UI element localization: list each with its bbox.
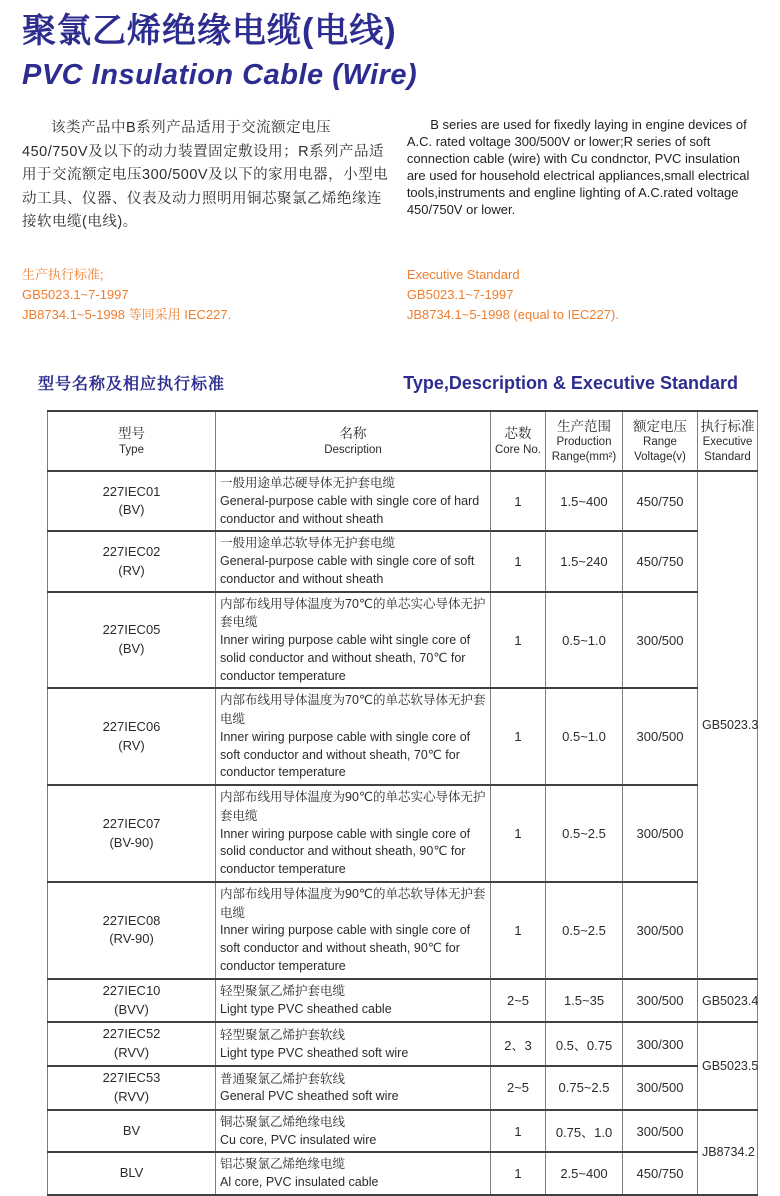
cell-type: BV [48,1110,216,1153]
intro-section [22,117,758,234]
intro-paragraph-en: B series are used for fixedly laying in engine devices of A.C. rated voltage 300/500V or lower;R series of soft connection cable (wire) with Cu condnctor, PVC insulation are used for household electrical appliances,small electrical tools,instruments and engline lighting of A.C.rated voltage 450/750V or lower. [406,117,750,217]
cell-rated-voltage: 300/500 [623,688,698,785]
spec-table [47,410,758,1196]
standards-note-zh-line1: 生产执行标准; [22,266,104,282]
standards-note-zh [22,265,393,325]
cell-description: 内部布线用导体温度为70℃的单芯软导体无护套电缆 Inner wiring purpose cable with single core of soft conductor and without sheath, 70℃ for conductor temperature [216,688,491,785]
cell-type: BLV [48,1152,216,1195]
cell-rated-voltage: 300/500 [623,979,698,1023]
section-heading-row [22,371,758,394]
intro-paragraph-zh: 该类产品中B系列产品适用于交流额定电压450/750V及以下的动力装置固定敷设用；R系列产品适用于交流额定电压300/500V及以下的家用电器，小型电动工具、仪器、仪表及动力照明用铜芯聚氯乙烯绝缘连接软电缆(电线)。 [22,120,389,231]
col-header-type: 型号 Type [48,411,216,471]
cell-executive-standard: GB5023.5 [698,1022,758,1109]
cell-core-no: 1 [491,785,546,882]
cell-type: 227IEC53 (RVV) [48,1066,216,1110]
standards-note-en-line3: JB8734.1~5-1998 (equal to IEC227). [406,306,619,322]
cell-executive-standard: JB8734.2 [698,1110,758,1195]
cell-type: 227IEC06 (RV) [48,688,216,785]
table-row-227iec05 [48,592,758,689]
cell-description: 内部布线用导体温度为70℃的单芯实心导体无护套电缆 Inner wiring purpose cable wiht single core of solid conductor and without sheath, 70℃ for conductor temperature [216,592,491,689]
cell-core-no: 1 [491,1152,546,1195]
cell-rated-voltage: 300/500 [623,592,698,689]
table-row-bv [48,1110,758,1153]
page-title-zh: 聚氯乙烯绝缘电缆(电线) [22,12,397,50]
standards-note-en-line1: Executive Standard [406,266,520,282]
standards-note-zh-line2: GB5023.1~7-1997 [22,286,129,302]
cell-rated-voltage: 450/750 [623,471,698,531]
standards-note-en [407,265,758,325]
cell-type: 227IEC05 (BV) [48,592,216,689]
cell-rated-voltage: 300/500 [623,1110,698,1153]
standards-note-section [22,265,758,325]
cell-type: 227IEC07 (BV-90) [48,785,216,882]
cell-rated-voltage: 450/750 [623,1152,698,1195]
cell-production-range: 0.5~2.5 [546,785,623,882]
table-row-227iec07 [48,785,758,882]
table-header-row [48,411,758,471]
cell-production-range: 0.5~1.0 [546,688,623,785]
cell-production-range: 2.5~400 [546,1152,623,1195]
cell-production-range: 1.5~240 [546,531,623,591]
cell-description: 普通聚氯乙烯护套软线 General PVC sheathed soft wire [216,1066,491,1110]
standards-note-zh-line3: JB8734.1~5-1998 等同采用 IEC227. [22,306,232,322]
cell-core-no: 1 [491,1110,546,1153]
col-header-description: 名称 Description [216,411,491,471]
cell-core-no: 2~5 [491,979,546,1023]
cell-core-no: 1 [491,471,546,531]
cell-production-range: 1.5~35 [546,979,623,1023]
cell-description: 一般用途单芯硬导体无护套电缆 General-purpose cable with single core of hard conductor and without sheath [216,471,491,531]
col-header-rated-voltage: 额定电压 Range Voltage(v) [623,411,698,471]
cell-production-range: 0.5、0.75 [546,1022,623,1066]
cell-type: 227IEC10 (BVV) [48,979,216,1023]
cell-description: 轻型聚氯乙烯护套软线 Light type PVC sheathed soft wire [216,1022,491,1066]
page-title-en: PVC Insulation Cable (Wire) [22,59,418,92]
cell-description: 内部布线用导体温度为90℃的单芯实心导体无护套电缆 Inner wiring purpose cable with single core of solid conductor and without sheath, 90℃ for conductor temperature [216,785,491,882]
cell-rated-voltage: 300/500 [623,785,698,882]
cell-description: 轻型聚氯乙烯护套电缆 Light type PVC sheathed cable [216,979,491,1023]
cell-core-no: 1 [491,531,546,591]
table-row-227iec02 [48,531,758,591]
cell-type: 227IEC01 (BV) [48,471,216,531]
cell-production-range: 0.5~1.0 [546,592,623,689]
section-heading-en: Type,Description & Executive Standard [403,372,738,393]
table-row-blv [48,1152,758,1195]
col-header-core-no: 芯数 Core No. [491,411,546,471]
table-row-227iec06 [48,688,758,785]
cell-core-no: 2~5 [491,1066,546,1110]
cell-executive-standard: GB5023.4 [698,979,758,1023]
table-row-227iec01 [48,471,758,531]
cell-production-range: 0.5~2.5 [546,882,623,979]
cell-production-range: 0.75、1.0 [546,1110,623,1153]
cell-production-range: 0.75~2.5 [546,1066,623,1110]
cell-production-range: 1.5~400 [546,471,623,531]
standards-note-en-line2: GB5023.1~7-1997 [406,286,514,302]
cell-core-no: 1 [491,688,546,785]
cell-description: 铜芯聚氯乙烯绝缘电线 Cu core, PVC insulated wire [216,1110,491,1153]
cell-rated-voltage: 300/500 [623,1066,698,1110]
table-row-227iec53 [48,1066,758,1110]
cell-core-no: 2、3 [491,1022,546,1066]
cell-core-no: 1 [491,592,546,689]
col-header-executive-standard: 执行标准 Executive Standard [698,411,758,471]
cell-executive-standard: GB5023.3 [698,471,758,979]
cell-type: 227IEC02 (RV) [48,531,216,591]
cell-type: 227IEC52 (RVV) [48,1022,216,1066]
cell-core-no: 1 [491,882,546,979]
col-header-production-range: 生产范围 Production Range(mm²) [546,411,623,471]
section-heading-zh: 型号名称及相应执行标准 [38,375,226,393]
cell-description: 内部布线用导体温度为90℃的单芯软导体无护套电缆 Inner wiring purpose cable with single core of soft conductor and without sheath, 90℃ for conductor temperature [216,882,491,979]
cell-rated-voltage: 300/500 [623,882,698,979]
table-row-227iec08 [48,882,758,979]
cell-description: 一般用途单芯软导体无护套电缆 General-purpose cable with single core of soft conductor and without sheath [216,531,491,591]
cell-rated-voltage: 300/300 [623,1022,698,1066]
cell-type: 227IEC08 (RV-90) [48,882,216,979]
cell-rated-voltage: 450/750 [623,531,698,591]
table-row-227iec10 [48,979,758,1023]
cell-description: 铝芯聚氯乙烯绝缘电缆 Al core, PVC insulated cable [216,1152,491,1195]
